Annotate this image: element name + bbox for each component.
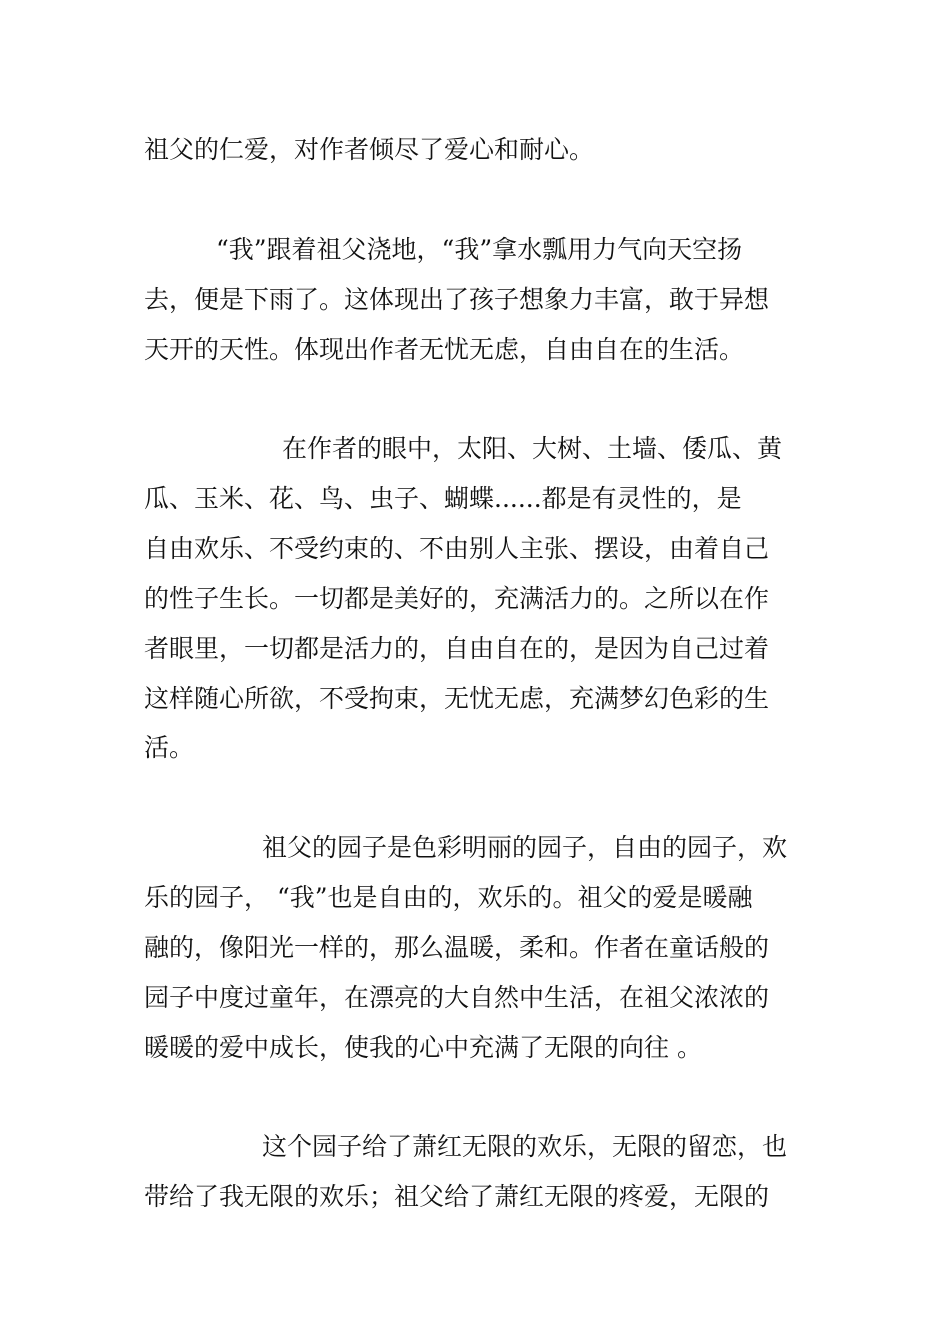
text-line: 这个园子给了萧红无限的欢乐，无限的留恋，也	[262, 1132, 788, 1161]
text-line: 活。	[144, 733, 195, 762]
text-line: 祖父的仁爱，对作者倾尽了爱心和耐心。	[144, 135, 595, 164]
text-line: 这样随心所欲，不受拘束，无忧无虑，充满梦幻色彩的生	[144, 684, 770, 713]
text-line: 自由欢乐、不受约束的、不由别人主张、摆设，由着自己	[144, 534, 770, 563]
text-line: 去，便是下雨了。这体现出了孩子想象力丰富，敢于异想	[144, 285, 770, 314]
text-line: 园子中度过童年，在漂亮的大自然中生活，在祖父浓浓的	[144, 983, 770, 1012]
text-line: 带给了我无限的欢乐；祖父给了萧红无限的疼爱，无限的	[144, 1182, 770, 1211]
text-line: 暖暖的爱中成长，使我的心中充满了无限的向往 。	[144, 1033, 702, 1062]
text-line: 天开的天性。体现出作者无忧无虑，自由自在的生活。	[144, 335, 745, 364]
text-line: 在作者的眼中，太阳、大树、土墙、倭瓜、黄	[282, 434, 783, 463]
text-line: “我”跟着祖父浇地，“我”拿水瓢用力气向天空扬	[216, 235, 743, 264]
text-line: 瓜、玉米、花、鸟、虫子、蝴蝶......都是有灵性的，是	[144, 484, 742, 513]
text-line: 祖父的园子是色彩明丽的园子，自由的园子，欢	[262, 833, 788, 862]
text-line: 的性子生长。一切都是美好的，充满活力的。之所以在作	[144, 584, 770, 613]
text-line: 者眼里，一切都是活力的，自由自在的，是因为自己过着	[144, 634, 770, 663]
text-line: 乐的园子， “我”也是自由的，欢乐的。祖父的爱是暖融	[144, 883, 753, 912]
text-line: 融的，像阳光一样的，那么温暖，柔和。作者在童话般的	[144, 933, 770, 962]
